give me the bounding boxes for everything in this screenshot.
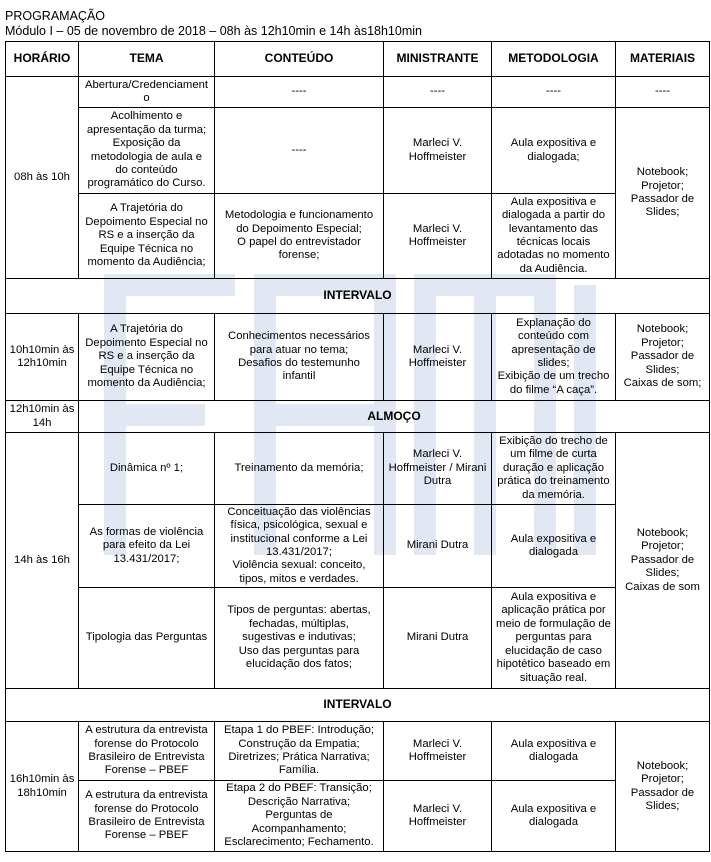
intervalo-label: INTERVALO [6,279,710,314]
materiais-cell: ---- [616,77,710,108]
column-header-horario: HORÁRIO [6,42,79,77]
tema-cell: A estrutura da entrevista forense do Protocolo Brasileiro de Entrevista Forense – PBEF [79,722,215,781]
intervalo-row [6,279,710,314]
conteudo-cell: Conhecimentos necessários para atuar no tema; Desafios do testemunho infantil [215,314,384,401]
conteudo-cell: ---- [215,108,384,194]
almoco-label: ALMOÇO [79,401,710,433]
table-row [6,108,710,194]
metodologia-cell: ---- [492,77,616,108]
conteudo-cell: Treinamento da memória; [215,433,384,505]
horario-cell: 14h às 16h [6,433,79,689]
metodologia-cell: Explanação do conteúdo com apresentação de slides; Exibição de um trecho do filme “A caça”. [492,314,616,401]
ministrante-cell: Marleci V. Hoffmeister [384,108,492,194]
ministrante-cell: Marleci V. Hoffmeister [384,781,492,852]
document-subtitle: Módulo I – 05 de novembro de 2018 – 08h às 12h10min e 14h às18h10min [5,24,422,38]
document-title: PROGRAMAÇÃO [5,9,106,23]
table-row [6,194,710,279]
tema-cell: Acolhimento e apresentação da turma; Exposição da metodologia de aula e do conteúdo programático do Curso. [79,108,215,194]
metodologia-cell: Aula expositiva e dialogada [492,505,616,588]
metodologia-cell: Aula expositiva e dialogada [492,781,616,852]
tema-cell: Abertura/Credenciament o [79,77,215,108]
conteudo-cell: Etapa 2 do PBEF: Transição; Descrição Narrativa; Perguntas de Acompanhamento; Esclarecimento; Fechamento. [215,781,384,852]
materiais-cell: Notebook; Projetor; Passador de Slides; [616,722,710,852]
horario-cell: 12h10min às 14h [6,401,79,433]
column-header-conteudo: CONTEÚDO [215,42,384,77]
table-row [6,77,710,108]
ministrante-cell: Mirani Dutra [384,505,492,588]
ministrante-cell: ---- [384,77,492,108]
conteudo-cell: Metodologia e funcionamento do Depoimento Especial; O papel do entrevistador forense; [215,194,384,279]
conteudo-cell: Conceituação das violências física, psicológica, sexual e institucional conforme a Lei 13.431/2017; Violência sexual: conceito, tipos, mitos e verdades. [215,505,384,588]
conteudo-cell: Etapa 1 do PBEF: Introdução; Construção da Empatia; Diretrizes; Prática Narrativa; Família. [215,722,384,781]
horario-cell: 08h às 10h [6,77,79,279]
table-row [6,433,710,505]
metodologia-cell: Aula expositiva e aplicação prática por meio de formulação de perguntas para elucidação de caso hipotético baseado em situação real. [492,588,616,689]
materiais-cell: Notebook; Projetor; Passador de Slides; [616,108,710,279]
materiais-cell: Notebook; Projetor; Passador de Slides; Caixas de som [616,433,710,689]
column-header-ministrante: MINISTRANTE [384,42,492,77]
tema-cell: A estrutura da entrevista forense do Protocolo Brasileiro de Entrevista Forense – PBEF [79,781,215,852]
ministrante-cell: Marleci V. Hoffmeister [384,194,492,279]
almoco-row [6,401,710,433]
tema-cell: A Trajetória do Depoimento Especial no RS e a inserção da Equipe Técnica no momento da Audiência; [79,194,215,279]
tema-cell: Dinâmica nº 1; [79,433,215,505]
materiais-cell: Notebook; Projetor; Passador de Slides; Caixas de som; [616,314,710,401]
table-header-row [6,42,710,77]
horario-cell: 16h10min às 18h10min [6,722,79,852]
ministrante-cell: Marleci V. Hoffmeister / Mirani Dutra [384,433,492,505]
horario-cell: 10h10min às 12h10min [6,314,79,401]
intervalo-label: INTERVALO [6,689,710,722]
metodologia-cell: Aula expositiva e dialogada [492,722,616,781]
ministrante-cell: Marleci V. Hoffmeister [384,722,492,781]
intervalo-row [6,689,710,722]
conteudo-cell: ---- [215,77,384,108]
conteudo-cell: Tipos de perguntas: abertas, fechadas, múltiplas, sugestivas e indutivas; Uso das perguntas para elucidação dos fatos; [215,588,384,689]
metodologia-cell: Aula expositiva e dialogada; [492,108,616,194]
table-row [6,314,710,401]
table-row [6,588,710,689]
ministrante-cell: Mirani Dutra [384,588,492,689]
ministrante-cell: Marleci V. Hoffmeister [384,314,492,401]
metodologia-cell: Aula expositiva e dialogada a partir do levantamento das técnicas locais adotadas no momento da Audiência. [492,194,616,279]
table-row [6,722,710,781]
table-row [6,505,710,588]
column-header-tema: TEMA [79,42,215,77]
tema-cell: Tipologia das Perguntas [79,588,215,689]
tema-cell: As formas de violência para efeito da Lei 13.431/2017; [79,505,215,588]
tema-cell: A Trajetória do Depoimento Especial no RS e a inserção da Equipe Técnica no momento da Audiência; [79,314,215,401]
column-header-materiais: MATERIAIS [616,42,710,77]
column-header-metodologia: METODOLOGIA [492,42,616,77]
schedule-table [5,41,710,852]
table-row [6,781,710,852]
metodologia-cell: Exibição do trecho de um filme de curta duração e aplicação prática do treinamento da memória. [492,433,616,505]
